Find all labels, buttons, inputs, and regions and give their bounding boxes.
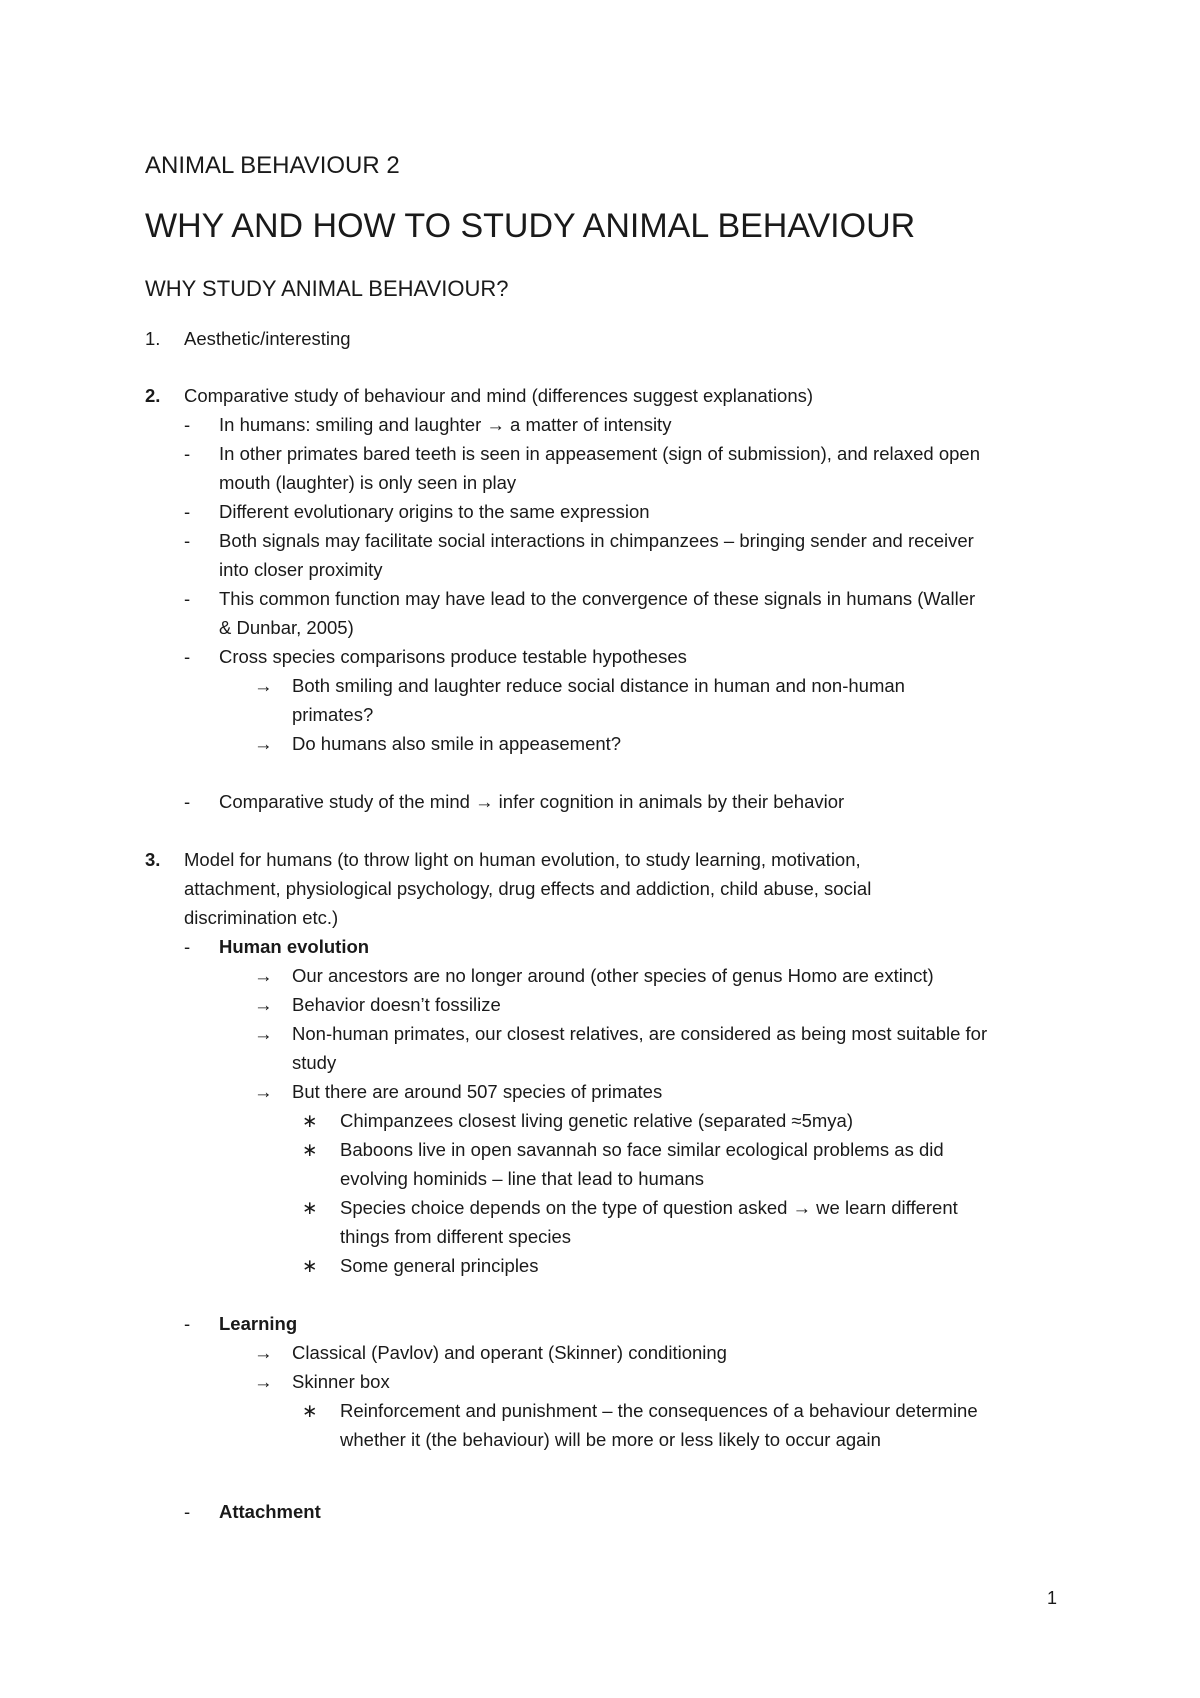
list-item: whether it (the behaviour) will be more or less likely to occur again [340,1429,881,1450]
list-item: into closer proximity [219,559,383,580]
list-number: 2. [145,385,161,406]
list-item: Both signals may facilitate social interactions in chimpanzees – bringing sender and receiver [219,530,974,551]
list-item: Different evolutionary origins to the same expression [219,501,650,522]
star-bullet: ∗ [302,1110,318,1131]
list-item: Some general principles [340,1255,539,1276]
list-item: study [292,1052,337,1073]
star-bullet: ∗ [302,1197,318,1218]
list-item: Aesthetic/interesting [184,328,351,349]
dash-bullet: - [184,1313,191,1334]
star-bullet: ∗ [302,1255,318,1276]
dash-bullet: - [184,530,191,551]
dash-bullet: - [184,646,191,667]
subheading-human-evolution: Human evolution [219,936,370,957]
list-item: Comparative study of behaviour and mind (differences suggest explanations) [184,385,814,406]
list-item: discrimination etc.) [184,907,339,928]
list-number: 3. [145,849,161,870]
arrow-bullet: → [254,1081,273,1102]
list-item: things from different species [340,1226,572,1247]
list-item: & Dunbar, 2005) [219,617,354,638]
list-item: Our ancestors are no longer around (other species of genus Homo are extinct) [292,965,934,986]
list-item: In other primates bared teeth is seen in appeasement (sign of submission), and relaxed open [219,443,981,464]
course-title: ANIMAL BEHAVIOUR 2 [145,152,400,179]
list-item: Species choice depends on the type of question asked → we learn different [340,1197,958,1218]
arrow-bullet: → [254,994,273,1015]
page-title: WHY AND HOW TO STUDY ANIMAL BEHAVIOUR [145,207,916,245]
list-item: Non-human primates, our closest relatives, are considered as being most suitable for [292,1023,988,1044]
arrow-bullet: → [254,733,273,754]
dash-bullet: - [184,588,191,609]
arrow-bullet: → [254,1023,273,1044]
arrow-bullet: → [254,965,273,986]
star-bullet: ∗ [302,1400,318,1421]
list-item: Classical (Pavlov) and operant (Skinner) conditioning [292,1342,727,1363]
list-item: Cross species comparisons produce testable hypotheses [219,646,687,667]
list-item: In humans: smiling and laughter → a matter of intensity [219,414,672,435]
dash-bullet: - [184,1501,191,1522]
page-number: 1 [1047,1588,1058,1608]
list-item: Comparative study of the mind → infer cognition in animals by their behavior [219,791,845,812]
list-item: Do humans also smile in appeasement? [292,733,622,754]
dash-bullet: - [184,443,191,464]
subheading-learning: Learning [219,1313,298,1334]
arrow-bullet: → [254,675,273,696]
list-item: Reinforcement and punishment – the consequences of a behaviour determine [340,1400,978,1421]
dash-bullet: - [184,414,191,435]
arrow-bullet: → [254,1371,273,1392]
list-item: Model for humans (to throw light on human evolution, to study learning, motivation, [184,849,861,870]
list-item: Behavior doesn’t fossilize [292,994,501,1015]
list-item: primates? [292,704,374,725]
list-item: This common function may have lead to the convergence of these signals in humans (Waller [219,588,976,609]
list-item: Chimpanzees closest living genetic relative (separated ≈5mya) [340,1110,853,1131]
arrow-bullet: → [254,1342,273,1363]
dash-bullet: - [184,501,191,522]
list-number: 1. [145,328,161,349]
subheading-attachment: Attachment [219,1501,321,1522]
dash-bullet: - [184,936,191,957]
list-item: evolving hominids – line that lead to humans [340,1168,705,1189]
dash-bullet: - [184,791,191,812]
section-heading: WHY STUDY ANIMAL BEHAVIOUR? [145,276,509,301]
list-item: mouth (laughter) is only seen in play [219,472,517,493]
star-bullet: ∗ [302,1139,318,1160]
list-item: But there are around 507 species of primates [292,1081,663,1102]
list-item: Baboons live in open savannah so face similar ecological problems as did [340,1139,944,1160]
list-item: Skinner box [292,1371,390,1392]
list-item: attachment, physiological psychology, drug effects and addiction, child abuse, social [184,878,872,899]
list-item: Both smiling and laughter reduce social distance in human and non-human [292,675,905,696]
